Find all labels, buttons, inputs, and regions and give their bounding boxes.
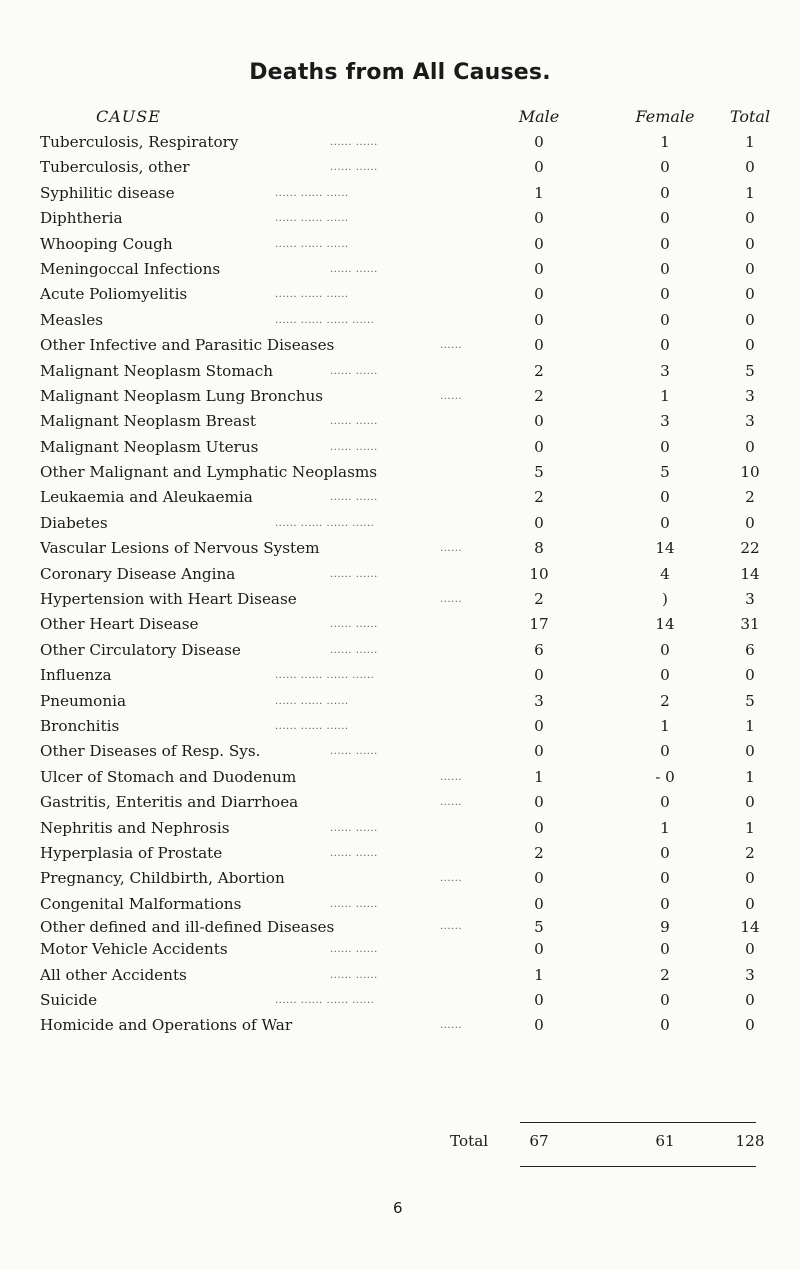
table-row <box>40 460 760 485</box>
total-count: 3 <box>745 412 755 431</box>
total-count: 0 <box>745 894 755 913</box>
leader-dots: ...... ...... <box>330 969 378 981</box>
male-count: 2 <box>534 386 544 405</box>
header-cause: CAUSE <box>96 107 161 126</box>
cause-label: Syphilitic disease <box>40 183 175 202</box>
female-count: 1 <box>660 716 670 735</box>
table-row <box>40 917 760 937</box>
female-count: 3 <box>660 361 670 380</box>
table-row <box>40 308 760 333</box>
female-count: 0 <box>660 513 670 532</box>
male-count: 0 <box>534 412 544 431</box>
leader-dots: ...... <box>440 340 463 352</box>
total-count: 1 <box>745 716 755 735</box>
table-row <box>40 409 760 434</box>
total-count: 0 <box>745 513 755 532</box>
leader-dots: ...... ...... <box>330 441 378 453</box>
total-count: 0 <box>745 285 755 304</box>
table-row <box>40 232 760 257</box>
header-male: Male <box>518 107 560 126</box>
leader-dots: ...... ...... ...... ...... <box>275 314 375 326</box>
male-count: 1 <box>534 183 544 202</box>
male-count: 0 <box>534 259 544 278</box>
female-count: 0 <box>660 234 670 253</box>
female-count: 0 <box>660 793 670 812</box>
total-count: 0 <box>745 793 755 812</box>
total-count: 0 <box>745 437 755 456</box>
male-count: 0 <box>534 818 544 837</box>
cause-label: Other Circulatory Disease <box>40 640 241 659</box>
male-count: 8 <box>534 539 544 558</box>
deaths-table <box>40 104 771 1039</box>
leader-dots: ...... ...... <box>330 898 378 910</box>
cause-label: Coronary Disease Angina <box>40 564 236 583</box>
cause-label: Diabetes <box>40 513 108 532</box>
cause-label: Hyperplasia of Prostate <box>40 843 223 862</box>
total-count: 0 <box>745 742 755 761</box>
table-row <box>40 587 760 612</box>
cause-label: All other Accidents <box>40 965 187 984</box>
total-count: 31 <box>740 615 760 634</box>
total-count: 3 <box>745 386 755 405</box>
male-count: 0 <box>534 990 544 1009</box>
table-row <box>40 790 760 815</box>
leader-dots: ...... <box>440 594 463 606</box>
female-count: 1 <box>660 386 670 405</box>
female-count: 0 <box>660 1016 670 1035</box>
table-row <box>40 206 760 231</box>
cause-label: Malignant Neoplasm Uterus <box>40 437 259 456</box>
table-row <box>40 130 760 155</box>
total-count: 14 <box>740 564 760 583</box>
female-count: 0 <box>660 869 670 888</box>
cause-label: Congenital Malformations <box>40 894 242 913</box>
table-row <box>40 511 760 536</box>
male-count: 0 <box>534 513 544 532</box>
total-top-rule <box>520 1122 756 1123</box>
leader-dots: ...... ...... <box>330 568 378 580</box>
table-row <box>40 638 760 663</box>
leader-dots: ...... ...... <box>330 492 378 504</box>
cause-label: Malignant Neoplasm Lung Bronchus <box>40 386 324 405</box>
male-count: 17 <box>529 615 549 634</box>
female-count: 0 <box>660 310 670 329</box>
total-count: 0 <box>745 990 755 1009</box>
cause-label: Gastritis, Enteritis and Diarrhoea <box>40 793 299 812</box>
female-count: 2 <box>660 965 670 984</box>
cause-label: Motor Vehicle Accidents <box>40 940 228 959</box>
cause-label: Measles <box>40 310 104 329</box>
male-count: 0 <box>534 437 544 456</box>
cause-label: Suicide <box>40 990 98 1009</box>
table-row <box>40 988 760 1013</box>
table-row <box>40 937 760 962</box>
total-count: 0 <box>745 310 755 329</box>
cause-label: Acute Poliomyelitis <box>40 285 188 304</box>
male-count: 0 <box>534 742 544 761</box>
female-count: 0 <box>660 183 670 202</box>
cause-label: Other Diseases of Resp. Sys. <box>40 742 261 761</box>
female-count: 0 <box>660 940 670 959</box>
female-count: 0 <box>660 894 670 913</box>
cause-label: Other Malignant and Lymphatic Neoplasms <box>40 463 378 482</box>
total-count: 22 <box>740 539 760 558</box>
total-count: 1 <box>745 818 755 837</box>
female-count: 0 <box>660 843 670 862</box>
leader-dots: ...... ...... <box>330 822 378 834</box>
total-count: 0 <box>745 259 755 278</box>
female-count: 0 <box>660 259 670 278</box>
page-title: Deaths from All Causes. <box>249 60 551 85</box>
table-row <box>40 257 760 282</box>
total-count: 3 <box>745 965 755 984</box>
leader-dots: ...... ...... ...... ...... <box>275 670 375 682</box>
table-row <box>40 333 760 358</box>
cause-label: Bronchitis <box>40 716 120 735</box>
table-row <box>40 536 760 561</box>
total-count: 0 <box>745 158 755 177</box>
cause-label: Influenza <box>40 666 112 685</box>
table-row <box>40 765 760 790</box>
leader-dots: ...... <box>440 543 463 555</box>
leader-dots: ...... ...... <box>330 619 378 631</box>
leader-dots: ...... <box>440 1020 463 1032</box>
male-count: 0 <box>534 158 544 177</box>
total-count: 0 <box>745 209 755 228</box>
table-row <box>40 181 760 206</box>
table-row <box>40 866 760 891</box>
cause-label: Leukaemia and Aleukaemia <box>40 488 253 507</box>
table-row <box>40 689 760 714</box>
male-count: 0 <box>534 940 544 959</box>
total-count: 0 <box>745 336 755 355</box>
table-row <box>40 816 760 841</box>
total-count: 0 <box>745 666 755 685</box>
leader-dots: ...... <box>440 390 463 402</box>
female-count: 0 <box>660 666 670 685</box>
header-female: Female <box>635 107 695 126</box>
female-count: 14 <box>655 539 675 558</box>
leader-dots: ...... ...... ...... <box>275 238 349 250</box>
male-count: 0 <box>534 666 544 685</box>
table-row <box>40 963 760 988</box>
table-row <box>40 739 760 764</box>
table-row <box>40 663 760 688</box>
table-row <box>40 384 760 409</box>
table-row <box>40 359 760 384</box>
cause-label: Malignant Neoplasm Stomach <box>40 361 274 380</box>
female-count: 14 <box>655 615 675 634</box>
cause-label: Hypertension with Heart Disease <box>40 590 297 609</box>
female-count: 0 <box>660 158 670 177</box>
cause-label: Other defined and ill-defined Diseases <box>40 918 335 937</box>
female-count: 1 <box>660 818 670 837</box>
male-count: 6 <box>534 640 544 659</box>
leader-dots: ...... <box>440 873 463 885</box>
leader-dots: ...... ...... <box>330 416 378 428</box>
female-count: 0 <box>660 336 670 355</box>
totals-female: 61 <box>655 1132 675 1150</box>
total-count: 3 <box>745 590 755 609</box>
male-count: 0 <box>534 1016 544 1035</box>
male-count: 5 <box>534 918 544 937</box>
leader-dots: ...... ...... <box>330 162 378 174</box>
table-row <box>40 612 760 637</box>
totals-row <box>40 1132 765 1158</box>
cause-label: Tuberculosis, Respiratory <box>40 133 239 151</box>
cause-label: Malignant Neoplasm Breast <box>40 412 257 431</box>
leader-dots: ...... ...... <box>330 365 378 377</box>
female-count: 0 <box>660 437 670 456</box>
leader-dots: ...... ...... ...... <box>275 213 349 225</box>
cause-label: Diphtheria <box>40 209 123 228</box>
totals-male: 67 <box>529 1132 549 1150</box>
male-count: 1 <box>534 767 544 786</box>
table-row <box>40 892 760 917</box>
cause-label: Other Infective and Parasitic Diseases <box>40 336 335 355</box>
male-count: 0 <box>534 209 544 228</box>
male-count: 0 <box>534 336 544 355</box>
total-count: 0 <box>745 869 755 888</box>
female-count: 0 <box>660 488 670 507</box>
header-total: Total <box>729 107 771 126</box>
female-count: 4 <box>660 564 670 583</box>
total-count: 1 <box>745 767 755 786</box>
female-count: 0 <box>660 209 670 228</box>
male-count: 0 <box>534 285 544 304</box>
table-body <box>40 130 760 1039</box>
male-count: 1 <box>534 965 544 984</box>
leader-dots: ...... ...... ...... <box>275 289 349 301</box>
cause-label: Vascular Lesions of Nervous System <box>40 539 320 558</box>
total-bottom-rule <box>520 1166 756 1167</box>
total-count: 0 <box>745 234 755 253</box>
male-count: 0 <box>534 793 544 812</box>
total-count: 1 <box>745 183 755 202</box>
female-count: - 0 <box>655 767 675 786</box>
female-count: 0 <box>660 742 670 761</box>
leader-dots: ...... ...... <box>330 944 378 956</box>
male-count: 2 <box>534 590 544 609</box>
leader-dots: ...... <box>440 771 463 783</box>
leader-dots: ...... ...... ...... ...... <box>275 994 375 1006</box>
female-count: 2 <box>660 691 670 710</box>
female-count: 5 <box>660 463 670 482</box>
male-count: 2 <box>534 488 544 507</box>
male-count: 0 <box>534 716 544 735</box>
cause-label: Homicide and Operations of War <box>40 1016 293 1035</box>
male-count: 0 <box>534 869 544 888</box>
table-row <box>40 282 760 307</box>
total-count: 5 <box>745 691 755 710</box>
total-count: 6 <box>745 640 755 659</box>
table-row <box>40 1013 760 1038</box>
table-row <box>40 714 760 739</box>
male-count: 0 <box>534 133 544 151</box>
male-count: 5 <box>534 463 544 482</box>
cause-label: Meningoccal Infections <box>40 259 221 278</box>
leader-dots: ...... ...... <box>330 746 378 758</box>
cause-label: Ulcer of Stomach and Duodenum <box>40 767 297 786</box>
table-row <box>40 155 760 180</box>
table-header <box>40 104 771 130</box>
cause-label: Pneumonia <box>40 691 127 710</box>
leader-dots: ...... <box>440 797 463 809</box>
leader-dots: ...... ...... ...... ...... <box>275 517 375 529</box>
female-count: 1 <box>660 133 670 151</box>
male-count: 3 <box>534 691 544 710</box>
leader-dots: ...... ...... <box>330 137 378 148</box>
table-row <box>40 841 760 866</box>
leader-dots: ...... <box>440 921 463 933</box>
female-count: 3 <box>660 412 670 431</box>
total-count: 14 <box>740 918 760 937</box>
cause-label: Tuberculosis, other <box>40 158 190 177</box>
leader-dots: ...... ...... ...... <box>275 187 349 199</box>
leader-dots: ...... ...... ...... <box>275 720 349 732</box>
totals-label: Total <box>450 1132 489 1150</box>
female-count: 0 <box>660 285 670 304</box>
total-count: 10 <box>740 463 760 482</box>
female-count: 0 <box>660 990 670 1009</box>
page-number: 6 <box>393 1199 403 1217</box>
table-row <box>40 562 760 587</box>
total-count: 0 <box>745 940 755 959</box>
cause-label: Nephritis and Nephrosis <box>40 818 230 837</box>
leader-dots: ...... ...... ...... <box>275 695 349 707</box>
total-count: 2 <box>745 488 755 507</box>
table-row <box>40 435 760 460</box>
cause-label: Whooping Cough <box>40 234 173 253</box>
male-count: 10 <box>529 564 549 583</box>
leader-dots: ...... ...... <box>330 263 378 275</box>
leader-dots: ...... ...... <box>330 644 378 656</box>
total-count: 0 <box>745 1016 755 1035</box>
total-count: 2 <box>745 843 755 862</box>
male-count: 2 <box>534 843 544 862</box>
male-count: 0 <box>534 894 544 913</box>
male-count: 0 <box>534 310 544 329</box>
male-count: 0 <box>534 234 544 253</box>
cause-label: Pregnancy, Childbirth, Abortion <box>40 869 285 888</box>
cause-label: Other Heart Disease <box>40 615 199 634</box>
male-count: 2 <box>534 361 544 380</box>
total-count: 5 <box>745 361 755 380</box>
female-count: 0 <box>660 640 670 659</box>
table-row <box>40 485 760 510</box>
total-count: 1 <box>745 133 755 151</box>
leader-dots: ...... ...... <box>330 847 378 859</box>
female-count: 9 <box>660 918 670 937</box>
female-count: ) <box>662 590 668 609</box>
totals-total: 128 <box>735 1132 765 1150</box>
